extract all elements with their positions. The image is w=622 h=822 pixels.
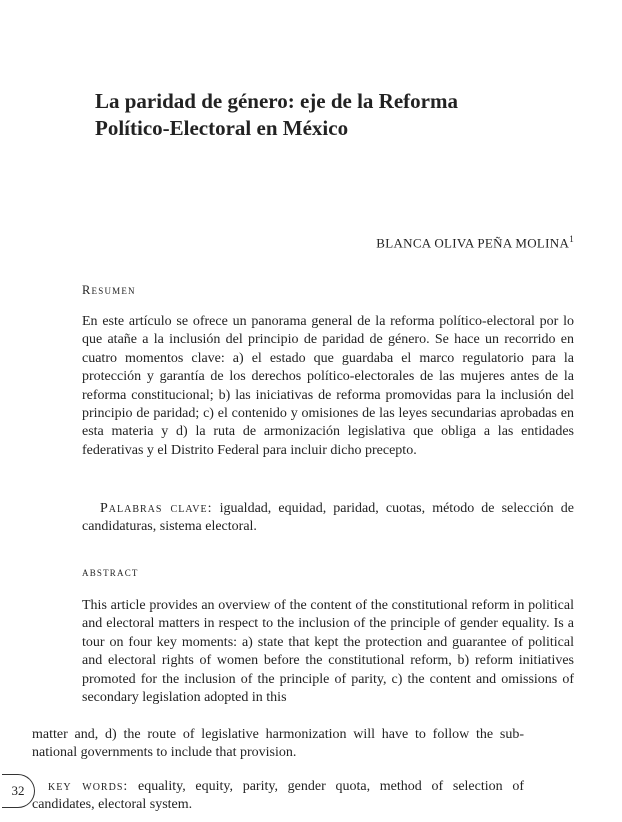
resumen-heading: Resumen: [82, 283, 136, 297]
page-number: 32: [2, 774, 35, 808]
author-text: BLANCA OLIVA PEÑA MOLINA: [376, 235, 570, 251]
palabras-clave-label: Palabras clave:: [100, 501, 213, 516]
palabras-clave-paragraph: [82, 500, 574, 537]
abstract-paragraph-part2: matter and, d) the route of legislative harmonization will have to follow the sub-national governments to include that provision.: [32, 727, 524, 761]
title-line-1: La paridad de género: eje de la Reforma: [95, 89, 458, 113]
resumen-paragraph: En este artículo se ofrece un panorama general de la reforma político-electoral por lo que atañe a la inclusión del principio de paridad de género. Se hace un recorrido en cuatro momentos clave: a) el estado que guardaba el marco regulatorio para la protección y garantía de los derechos político-electorales de las mujeres antes de la reforma constitucional; b) las iniciativas de reforma promovidas para la inclusión del principio de paridad; c) el contenido y omisiones de las leyes secundarias aprobadas en esta materia y d) la ruta de armonización legislativa que obliga a las entidades federativas y el Distrito Federal para incluir dicho precepto.: [82, 314, 574, 458]
key-words-label: key words:: [48, 779, 129, 794]
author-name: [300, 234, 574, 251]
abstract-heading: abstract: [82, 565, 139, 579]
title-line-2: Político-Electoral en México: [95, 116, 349, 140]
palabras-clave-text: igualdad, equidad, paridad, cuotas, método de selección de candidaturas, sistema electoral.: [82, 501, 574, 535]
abstract-paragraph-part1: This article provides an overview of the content of the constitutional reform in political and electoral matters in respect to the inclusion of the principle of gender equality. Is a tour on four key moments: a) state that kept the protection and guarantee of political and electoral rights of women before the constitutional reform, b) reform initiatives promoted for the inclusion of the principle of parity, c) the content and omissions of secondary legislation adopted in this: [82, 598, 574, 706]
key-words-paragraph: [32, 778, 524, 815]
article-title: [95, 88, 565, 142]
key-words-text: equality, equity, parity, gender quota, method of selection of candidates, electoral system.: [32, 779, 524, 813]
author-footnote-marker: 1: [569, 234, 574, 244]
